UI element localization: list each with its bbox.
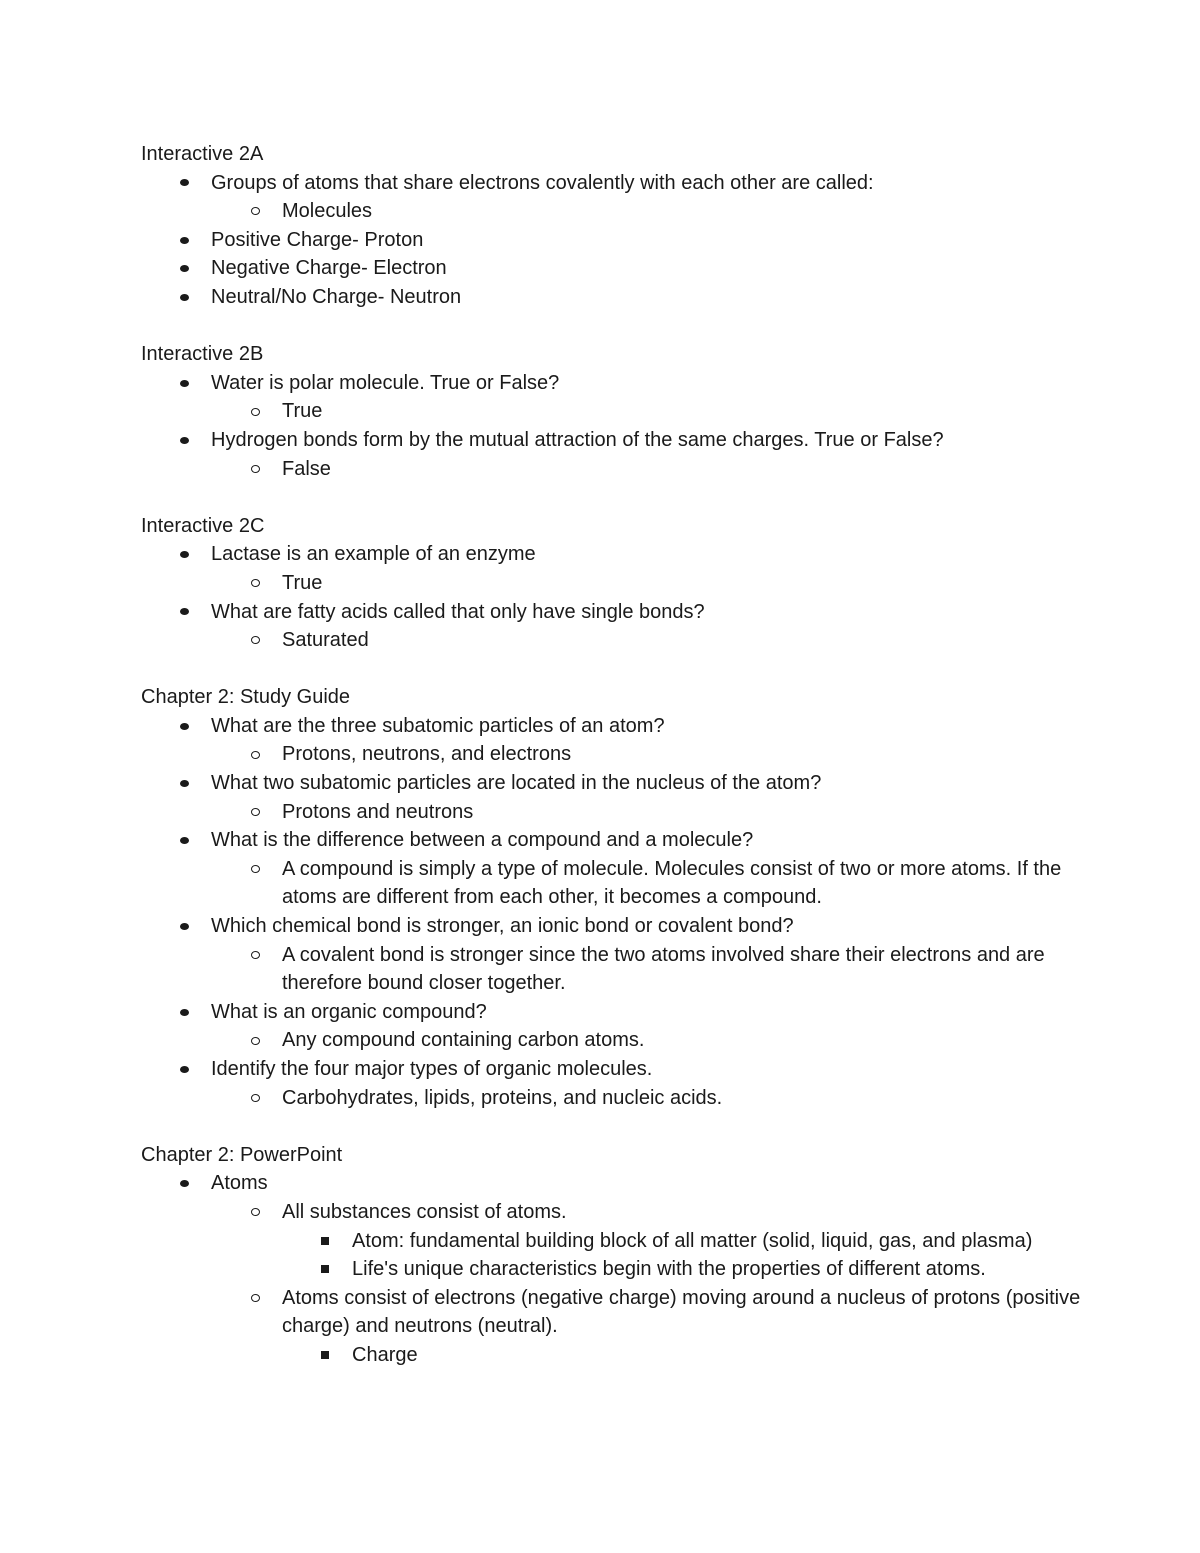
list-subitem bbox=[141, 197, 1081, 226]
list-item bbox=[141, 254, 1081, 283]
bullet-dot-icon bbox=[177, 826, 191, 855]
list-subsubitem bbox=[141, 1227, 1081, 1256]
section-heading: Chapter 2: Study Guide bbox=[141, 686, 351, 709]
list-subitem bbox=[141, 1026, 1081, 1055]
bullet-ring-icon bbox=[248, 941, 262, 970]
section-heading: Interactive 2B bbox=[141, 343, 264, 366]
list-item-text: Neutral/No Charge- Neutron bbox=[211, 285, 462, 308]
bullet-ring-icon bbox=[248, 1284, 262, 1313]
list-subitem bbox=[141, 397, 1081, 426]
bullet-ring-icon bbox=[248, 798, 262, 827]
bullet-dot-icon bbox=[177, 1055, 191, 1084]
bullet-dot-icon bbox=[177, 226, 191, 255]
list-subsubitem-text: Life's unique characteristics begin with the properties of different atoms. bbox=[352, 1258, 986, 1281]
list-item bbox=[141, 712, 1081, 741]
list-subitem bbox=[141, 455, 1081, 484]
bullet-dot-icon bbox=[177, 598, 191, 627]
bullet-ring-icon bbox=[248, 1084, 262, 1113]
bullet-dot-icon bbox=[177, 369, 191, 398]
list-subitem-text: True bbox=[282, 400, 323, 423]
list-subitem bbox=[141, 1084, 1081, 1113]
bullet-ring-icon bbox=[248, 1026, 262, 1055]
bullet-dot-icon bbox=[177, 712, 191, 741]
list-subitem bbox=[141, 1284, 1081, 1341]
list-subitem-text: True bbox=[282, 571, 323, 594]
list-subitem bbox=[141, 798, 1081, 827]
bullet-ring-icon bbox=[248, 455, 262, 484]
list-subitem-text: Atoms consist of electrons (negative charge) moving around a nucleus of protons (positive charge) and neutrons (neutral). bbox=[282, 1286, 1081, 1338]
section-interactive-2b bbox=[141, 340, 1081, 483]
bullet-ring-icon bbox=[248, 626, 262, 655]
list-subsubitem bbox=[141, 1341, 1081, 1370]
document-page bbox=[141, 140, 1081, 1398]
list-item-text: Identify the four major types of organic molecules. bbox=[211, 1058, 653, 1080]
list-item bbox=[141, 598, 1081, 627]
list-subitem-text: A covalent bond is stronger since the two atoms involved share their electrons and are therefore bound closer together. bbox=[282, 943, 1045, 995]
list-item bbox=[141, 912, 1081, 941]
list-item-text: Atoms bbox=[211, 1172, 268, 1195]
bullet-dot-icon bbox=[177, 912, 191, 941]
list-item bbox=[141, 540, 1081, 569]
list-item-text: Hydrogen bonds form by the mutual attraction of the same charges. True or False? bbox=[211, 428, 944, 451]
list-subitem bbox=[141, 569, 1081, 598]
list-subitem bbox=[141, 855, 1081, 912]
list-item-text: What are fatty acids called that only have single bonds? bbox=[211, 600, 705, 623]
list-subsubitem-text: Atom: fundamental building block of all matter (solid, liquid, gas, and plasma) bbox=[352, 1229, 1033, 1252]
list-subitem bbox=[141, 626, 1081, 655]
bullet-ring-icon bbox=[248, 740, 262, 769]
section-interactive-2a bbox=[141, 140, 1081, 312]
list-subitem-text: False bbox=[282, 457, 331, 480]
list-item-text: Lactase is an example of an enzyme bbox=[211, 543, 536, 566]
list-item bbox=[141, 1169, 1081, 1198]
list-item bbox=[141, 1055, 1081, 1084]
list-item bbox=[141, 826, 1081, 855]
list-item bbox=[141, 283, 1081, 312]
bullet-ring-icon bbox=[248, 1198, 262, 1227]
bullet-dot-icon bbox=[177, 254, 191, 283]
list-item bbox=[141, 226, 1081, 255]
list-item-text: What are the three subatomic particles of an atom? bbox=[211, 714, 665, 737]
list-subsubitem-text: Charge bbox=[352, 1343, 418, 1366]
list-item bbox=[141, 998, 1081, 1027]
bullet-square-icon bbox=[318, 1255, 332, 1284]
section-heading: Chapter 2: PowerPoint bbox=[141, 1143, 343, 1166]
bullet-dot-icon bbox=[177, 169, 191, 198]
section-study-guide bbox=[141, 683, 1081, 1112]
list-item-text: Water is polar molecule. True or False? bbox=[211, 371, 560, 394]
bullet-dot-icon bbox=[177, 283, 191, 312]
list-subitem bbox=[141, 941, 1081, 998]
list-subitem-text: Carbohydrates, lipids, proteins, and nucleic acids. bbox=[282, 1086, 723, 1109]
bullet-square-icon bbox=[318, 1341, 332, 1370]
list-subitem-text: Molecules bbox=[282, 200, 373, 223]
list-item-text: Positive Charge- Proton bbox=[211, 228, 424, 251]
section-heading: Interactive 2C bbox=[141, 514, 265, 537]
list-subitem-text: Saturated bbox=[282, 629, 369, 652]
list-subitem-text: A compound is simply a type of molecule. Molecules consist of two or more atoms. If the atoms are different from each other, it becomes a compound. bbox=[282, 857, 1062, 909]
list-subitem-text: All substances consist of atoms. bbox=[282, 1200, 567, 1223]
list-item-text: What is the difference between a compound and a molecule? bbox=[211, 829, 754, 852]
list-subitem-text: Protons, neutrons, and electrons bbox=[282, 743, 572, 766]
list-subsubitem bbox=[141, 1255, 1081, 1284]
list-item bbox=[141, 369, 1081, 398]
bullet-dot-icon bbox=[177, 998, 191, 1027]
bullet-square-icon bbox=[318, 1227, 332, 1256]
list-item-text: What two subatomic particles are located in the nucleus of the atom? bbox=[211, 772, 822, 795]
bullet-dot-icon bbox=[177, 426, 191, 455]
section-heading: Interactive 2A bbox=[141, 143, 264, 165]
list-item-text: Which chemical bond is stronger, an ionic bond or covalent bond? bbox=[211, 915, 794, 938]
list-item bbox=[141, 769, 1081, 798]
list-item-text: What is an organic compound? bbox=[211, 1000, 487, 1023]
list-item-text: Groups of atoms that share electrons covalently with each other are called: bbox=[211, 171, 874, 194]
bullet-dot-icon bbox=[177, 540, 191, 569]
list-item-text: Negative Charge- Electron bbox=[211, 257, 447, 280]
list-subitem bbox=[141, 1198, 1081, 1227]
bullet-ring-icon bbox=[248, 397, 262, 426]
list-item bbox=[141, 169, 1081, 198]
bullet-dot-icon bbox=[177, 769, 191, 798]
list-subitem-text: Any compound containing carbon atoms. bbox=[282, 1029, 645, 1052]
list-subitem bbox=[141, 740, 1081, 769]
bullet-ring-icon bbox=[248, 197, 262, 226]
section-interactive-2c bbox=[141, 512, 1081, 655]
section-powerpoint bbox=[141, 1141, 1081, 1370]
list-item bbox=[141, 426, 1081, 455]
list-subitem-text: Protons and neutrons bbox=[282, 800, 474, 823]
bullet-ring-icon bbox=[248, 855, 262, 884]
bullet-dot-icon bbox=[177, 1169, 191, 1198]
bullet-ring-icon bbox=[248, 569, 262, 598]
